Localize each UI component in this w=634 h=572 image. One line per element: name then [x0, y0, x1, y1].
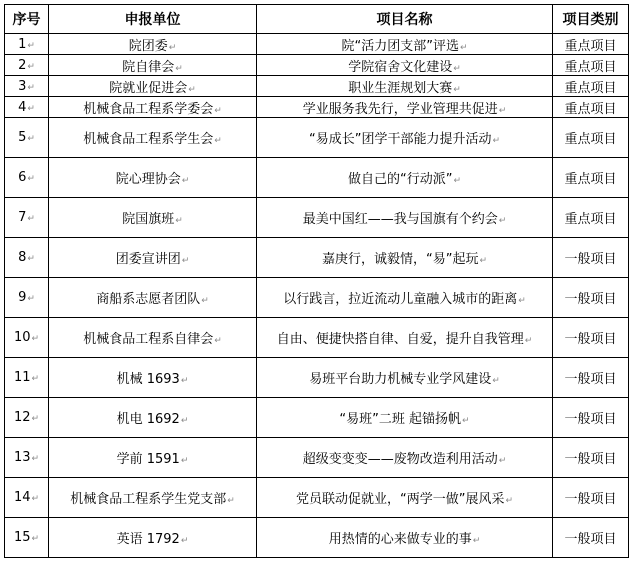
cell-project — [257, 478, 553, 518]
paragraph-mark-icon: ↵ — [505, 496, 514, 506]
cell-project-text: 易班平台助力机械专业学风建设 — [309, 372, 492, 387]
cell-no-text: 3 — [18, 78, 27, 94]
paragraph-mark-icon: ↵ — [479, 256, 488, 266]
paragraph-mark-icon: ↵ — [27, 294, 35, 304]
cell-unit — [49, 318, 257, 358]
cell-unit-text: 机械食品工程系学委会 — [83, 101, 214, 117]
paragraph-mark-icon: ↵ — [27, 254, 35, 264]
cell-project — [257, 97, 553, 118]
cell-no-text: 13 — [13, 450, 31, 465]
cell-unit — [49, 238, 257, 278]
cell-project — [257, 438, 553, 478]
table-row — [5, 118, 629, 158]
paragraph-mark-icon: ↵ — [27, 103, 35, 114]
cell-project-text: 做自己的“行动派” — [347, 172, 453, 187]
cell-unit-text: 机械 1693 — [116, 372, 180, 387]
cell-project-text: 党员联动促就业，“两学一做”展风采 — [295, 492, 505, 507]
cell-no — [5, 55, 49, 76]
cell-unit — [49, 438, 257, 478]
cell-project — [257, 318, 553, 358]
cell-no — [5, 34, 49, 55]
paragraph-mark-icon: ↵ — [214, 105, 222, 116]
paragraph-mark-icon: ↵ — [214, 136, 222, 146]
cell-category — [553, 198, 629, 238]
table-row — [5, 97, 629, 118]
cell-unit-text: 院国旗班 — [122, 212, 175, 227]
cell-unit-text: 院就业促进会 — [109, 80, 188, 96]
cell-no-text: 12 — [13, 410, 31, 425]
cell-category — [553, 55, 629, 76]
cell-unit — [49, 278, 257, 318]
paragraph-mark-icon: ↵ — [459, 42, 468, 53]
paragraph-mark-icon: ↵ — [214, 336, 222, 346]
cell-no-text: 11 — [13, 370, 31, 385]
paragraph-mark-icon: ↵ — [462, 416, 470, 426]
cell-no-text: 6 — [18, 170, 27, 185]
paragraph-mark-icon: ↵ — [498, 216, 507, 226]
project-table — [4, 4, 629, 558]
paragraph-mark-icon: ↵ — [180, 376, 189, 386]
table-row — [5, 318, 629, 358]
cell-no — [5, 358, 49, 398]
cell-project — [257, 238, 553, 278]
paragraph-mark-icon: ↵ — [181, 176, 190, 186]
cell-category-text: 重点项目 — [564, 172, 617, 187]
paragraph-mark-icon: ↵ — [453, 63, 461, 74]
paragraph-mark-icon: ↵ — [27, 61, 35, 72]
cell-project — [257, 118, 553, 158]
cell-unit — [49, 398, 257, 438]
cell-category — [553, 158, 629, 198]
cell-unit — [49, 118, 257, 158]
paragraph-mark-icon: ↵ — [31, 414, 40, 424]
table-row — [5, 358, 629, 398]
paragraph-mark-icon: ↵ — [201, 296, 209, 306]
cell-project-text: 嘉庚行，诚毅情，“易”起玩 — [321, 252, 479, 267]
paragraph-mark-icon: ↵ — [31, 534, 40, 544]
paragraph-mark-icon: ↵ — [453, 84, 461, 95]
cell-project — [257, 55, 553, 76]
cell-project-text: “易班”二班 起锚扬帆 — [339, 412, 462, 427]
header-category: 项目类别 — [553, 5, 629, 34]
cell-unit — [49, 158, 257, 198]
cell-no — [5, 478, 49, 518]
cell-no — [5, 398, 49, 438]
cell-project-text: 以行践言，拉近流动儿童融入城市的距离 — [283, 292, 518, 307]
cell-category — [553, 518, 629, 558]
paragraph-mark-icon: ↵ — [492, 136, 501, 146]
cell-unit-text: 机电 1692 — [116, 412, 180, 427]
cell-project — [257, 518, 553, 558]
cell-unit — [49, 518, 257, 558]
paragraph-mark-icon: ↵ — [188, 84, 196, 95]
table-row — [5, 198, 629, 238]
header-row — [5, 5, 629, 34]
paragraph-mark-icon: ↵ — [518, 296, 526, 306]
cell-unit — [49, 34, 257, 55]
cell-project-text: “易成长”团学干部能力提升活动 — [308, 132, 492, 147]
header-no: 序号 — [5, 5, 49, 34]
cell-unit — [49, 55, 257, 76]
cell-category-text: 一般项目 — [564, 332, 617, 347]
cell-category-text: 重点项目 — [564, 132, 617, 147]
cell-category-text: 重点项目 — [564, 101, 617, 117]
cell-category-text: 重点项目 — [564, 59, 617, 75]
table-row — [5, 158, 629, 198]
cell-no — [5, 238, 49, 278]
paragraph-mark-icon: ↵ — [472, 536, 481, 546]
paragraph-mark-icon: ↵ — [227, 496, 235, 506]
table-row — [5, 55, 629, 76]
paragraph-mark-icon: ↵ — [180, 416, 189, 426]
cell-unit — [49, 358, 257, 398]
paragraph-mark-icon: ↵ — [31, 374, 40, 384]
cell-project-text: 职业生涯规划大赛 — [348, 80, 453, 96]
paragraph-mark-icon: ↵ — [31, 454, 40, 464]
cell-no — [5, 278, 49, 318]
cell-no-text: 15 — [13, 530, 31, 545]
cell-project-text: 超级变变变——废物改造利用活动 — [302, 452, 498, 467]
cell-no — [5, 158, 49, 198]
cell-project — [257, 158, 553, 198]
cell-project-text: 用热情的心来做专业的事 — [328, 532, 472, 547]
cell-project-text: 院“活力团支部”评选 — [341, 38, 459, 54]
cell-category — [553, 438, 629, 478]
table-row — [5, 518, 629, 558]
cell-unit-text: 英语 1792 — [116, 532, 180, 547]
cell-project-text: 学业服务我先行，学业管理共促进 — [302, 101, 498, 117]
paragraph-mark-icon: ↵ — [27, 214, 35, 224]
cell-unit-text: 机械食品工程系自律会 — [83, 332, 214, 347]
paragraph-mark-icon: ↵ — [27, 174, 35, 184]
cell-unit — [49, 478, 257, 518]
cell-category — [553, 238, 629, 278]
paragraph-mark-icon: ↵ — [31, 494, 40, 504]
table-row — [5, 278, 629, 318]
cell-project — [257, 34, 553, 55]
cell-no — [5, 318, 49, 358]
cell-category-text: 一般项目 — [564, 532, 617, 547]
cell-project-text: 学院宿舍文化建设 — [348, 59, 453, 75]
cell-category — [553, 358, 629, 398]
cell-category — [553, 478, 629, 518]
cell-unit-text: 院团委 — [128, 38, 168, 54]
paragraph-mark-icon: ↵ — [492, 376, 500, 386]
cell-category — [553, 97, 629, 118]
cell-project — [257, 278, 553, 318]
paragraph-mark-icon: ↵ — [27, 134, 35, 144]
paragraph-mark-icon: ↵ — [498, 105, 507, 116]
cell-category-text: 重点项目 — [564, 38, 617, 54]
cell-project-text: 最美中国红——我与国旗有个约会 — [302, 212, 498, 227]
table-row — [5, 238, 629, 278]
cell-no — [5, 518, 49, 558]
cell-no — [5, 118, 49, 158]
paragraph-mark-icon: ↵ — [181, 256, 190, 266]
cell-category-text: 重点项目 — [564, 212, 617, 227]
cell-category — [553, 318, 629, 358]
cell-no-text: 5 — [18, 130, 27, 145]
table-row — [5, 34, 629, 55]
cell-category-text: 一般项目 — [564, 372, 617, 387]
cell-unit-text: 学前 1591 — [116, 452, 180, 467]
paragraph-mark-icon: ↵ — [498, 456, 507, 466]
cell-unit — [49, 76, 257, 97]
paragraph-mark-icon: ↵ — [31, 334, 40, 344]
cell-project — [257, 358, 553, 398]
cell-project-text: 自由、便捷快搭自律、自爱，提升自我管理 — [276, 332, 524, 347]
cell-unit-text: 机械食品工程系学生会 — [83, 132, 214, 147]
paragraph-mark-icon: ↵ — [27, 40, 35, 51]
cell-no — [5, 76, 49, 97]
cell-category-text: 一般项目 — [564, 252, 617, 267]
cell-unit-text: 院心理协会 — [115, 172, 181, 187]
paragraph-mark-icon: ↵ — [180, 456, 189, 466]
cell-project — [257, 198, 553, 238]
cell-category-text: 一般项目 — [564, 292, 617, 307]
cell-no — [5, 97, 49, 118]
cell-category — [553, 118, 629, 158]
cell-unit-text: 团委宣讲团 — [115, 252, 181, 267]
cell-no-text: 4 — [18, 99, 27, 115]
header-project: 项目名称 — [257, 5, 553, 34]
paragraph-mark-icon: ↵ — [175, 216, 183, 226]
cell-category — [553, 76, 629, 97]
paragraph-mark-icon: ↵ — [524, 336, 533, 346]
table-row — [5, 438, 629, 478]
cell-no — [5, 438, 49, 478]
cell-category-text: 重点项目 — [564, 80, 617, 96]
cell-category-text: 一般项目 — [564, 412, 617, 427]
cell-no-text: 8 — [18, 250, 27, 265]
cell-no — [5, 198, 49, 238]
cell-no-text: 9 — [18, 290, 27, 305]
table-row — [5, 398, 629, 438]
paragraph-mark-icon: ↵ — [453, 176, 462, 186]
cell-unit — [49, 97, 257, 118]
table-row — [5, 76, 629, 97]
cell-project — [257, 398, 553, 438]
paragraph-mark-icon: ↵ — [168, 42, 177, 53]
cell-no-text: 14 — [13, 490, 31, 505]
cell-category — [553, 398, 629, 438]
cell-unit — [49, 198, 257, 238]
cell-category — [553, 278, 629, 318]
cell-project — [257, 76, 553, 97]
paragraph-mark-icon: ↵ — [27, 82, 35, 93]
cell-unit-text: 商船系志愿者团队 — [96, 292, 201, 307]
cell-no-text: 1 — [18, 36, 27, 52]
cell-category-text: 一般项目 — [564, 452, 617, 467]
cell-no-text: 7 — [18, 210, 27, 225]
paragraph-mark-icon: ↵ — [175, 63, 183, 74]
cell-unit-text: 机械食品工程系学生党支部 — [70, 492, 227, 507]
table-row — [5, 478, 629, 518]
cell-no-text: 2 — [18, 57, 27, 73]
cell-unit-text: 院自律会 — [122, 59, 175, 75]
cell-category — [553, 34, 629, 55]
cell-category-text: 一般项目 — [564, 492, 617, 507]
cell-no-text: 10 — [13, 330, 31, 345]
header-unit: 申报单位 — [49, 5, 257, 34]
paragraph-mark-icon: ↵ — [180, 536, 189, 546]
